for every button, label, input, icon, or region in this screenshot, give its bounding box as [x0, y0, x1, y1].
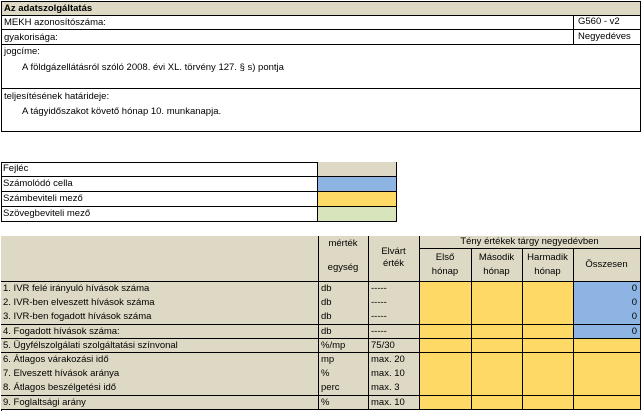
row-unit-cell: %/mp [319, 339, 369, 354]
deadline-label: teljesítésének határideje: [4, 91, 110, 102]
row-name-cell: 9. Foglaltsági arány [1, 396, 319, 411]
legend-row-number [1, 192, 397, 207]
legend-swatch-header [317, 162, 396, 176]
header-harmadik-1: Harmadik [527, 252, 568, 263]
row-expected-cell: max. 20 [369, 353, 420, 368]
header-masodik-1: Második [478, 252, 515, 263]
frequency-label: gyakorisága: [4, 32, 58, 43]
row-total-cell: 0 [574, 282, 641, 297]
row-third-month-input[interactable] [523, 296, 574, 311]
legend-row-text [1, 207, 397, 221]
legend-swatch-text [317, 207, 396, 221]
row-name-cell: 3. IVR-ben fogadott hívások száma [1, 310, 319, 325]
header-osszesen: Összesen [585, 259, 628, 270]
header-elso-cell [420, 249, 472, 282]
header-harmadik-2: hónap [534, 266, 561, 277]
row-expected-cell: ----- [369, 325, 420, 340]
row-name-cell: 8. Átlagos beszélgetési idő [1, 381, 319, 396]
row-first-month-input[interactable] [420, 339, 472, 354]
row-total-cell[interactable] [574, 339, 641, 354]
header-elso-2: hónap [431, 266, 459, 277]
legend-swatch-number [317, 192, 396, 206]
row-total-cell[interactable] [574, 367, 641, 382]
row-total-cell: 0 [574, 296, 641, 311]
legal-basis-text: A földgázellátásról szóló 2008. évi XL. törvény 127. § s) pontja [22, 62, 284, 73]
row-third-month-input[interactable] [523, 325, 574, 340]
section-title: Az adatszolgáltatás [4, 3, 93, 14]
row-second-month-input[interactable] [472, 296, 523, 311]
row-unit-cell: db [319, 296, 369, 311]
row-expected-cell: max. 10 [369, 396, 420, 411]
legend-row-calc [1, 177, 397, 192]
legend-label-number: Számbeviteli mező [3, 193, 83, 204]
row-expected-cell: max. 10 [369, 367, 420, 382]
row-name-cell: 7. Elveszett hívások aránya [1, 367, 319, 382]
header-elso-1: Első [435, 252, 455, 263]
mekh-label: MEKH azonosítószáma: [4, 17, 106, 28]
header-elvart-2: érték [382, 258, 405, 269]
frequency-row [1, 30, 641, 45]
header-mertek-cell [319, 236, 369, 282]
row-second-month-input[interactable] [472, 325, 523, 340]
header-elvart-1: Elvárt [381, 246, 406, 257]
row-second-month-input[interactable] [472, 282, 523, 297]
row-unit-cell: perc [319, 381, 369, 396]
row-name-cell: 6. Átlagos várakozási idő [1, 353, 319, 368]
row-third-month-input[interactable] [523, 310, 574, 325]
deadline-text: A tágyidőszakot követő hónap 10. munkanapja. [22, 106, 222, 117]
row-total-cell: 0 [574, 325, 641, 340]
row-first-month-input[interactable] [420, 367, 472, 382]
section-title-bar [1, 1, 641, 15]
row-third-month-input[interactable] [523, 282, 574, 297]
row-total-cell: 0 [574, 310, 641, 325]
row-third-month-input[interactable] [523, 381, 574, 396]
header-masodik-2: hónap [483, 266, 510, 277]
row-second-month-input[interactable] [472, 353, 523, 368]
row-expected-cell: max. 3 [369, 381, 420, 396]
row-name-cell: 5. Ügyfélszolgálati szolgáltatási színvonal [1, 339, 319, 354]
row-unit-cell: % [319, 367, 369, 382]
row-total-cell[interactable] [574, 381, 641, 396]
legal-basis-label: jogcíme: [4, 46, 40, 57]
legend-label-text: Szövegbeviteli mező [3, 208, 91, 219]
header-elvart-cell [369, 236, 420, 282]
row-expected-cell: ----- [369, 296, 420, 311]
header-masodik-cell [472, 249, 523, 282]
row-total-cell[interactable] [574, 396, 641, 411]
row-first-month-input[interactable] [420, 353, 472, 368]
row-second-month-input[interactable] [472, 310, 523, 325]
legend-row-header [1, 162, 397, 177]
row-unit-cell: mp [319, 353, 369, 368]
row-third-month-input[interactable] [523, 339, 574, 354]
row-expected-cell: ----- [369, 282, 420, 297]
row-first-month-input[interactable] [420, 296, 472, 311]
header-osszesen-cell [574, 249, 641, 282]
row-unit-cell: db [319, 325, 369, 340]
row-third-month-input[interactable] [523, 396, 574, 411]
row-third-month-input[interactable] [523, 353, 574, 368]
row-name-cell: 4. Fogadott hívások száma: [1, 325, 319, 340]
mekh-value: G560 - v2 [578, 16, 620, 27]
row-unit-cell: % [319, 396, 369, 411]
row-unit-cell: db [319, 310, 369, 325]
row-first-month-input[interactable] [420, 381, 472, 396]
header-mertek: mérték [328, 238, 358, 249]
frequency-value: Negyedéves [578, 31, 631, 42]
row-second-month-input[interactable] [472, 367, 523, 382]
row-second-month-input[interactable] [472, 396, 523, 411]
row-name-cell: 2. IVR-ben elveszett hívások száma [1, 296, 319, 311]
legend-label-calc: Számolódó cella [3, 178, 73, 189]
legend-swatch-calc [317, 177, 396, 191]
row-unit-cell: db [319, 282, 369, 297]
header-egyseg: egység [327, 262, 359, 273]
header-harmadik-cell [523, 249, 574, 282]
frequency-value-cell[interactable] [573, 30, 640, 45]
row-first-month-input[interactable] [420, 282, 472, 297]
header-name-cell [1, 236, 319, 282]
row-expected-cell: 75/30 [369, 339, 420, 354]
row-second-month-input[interactable] [472, 381, 523, 396]
row-total-cell[interactable] [574, 353, 641, 368]
row-first-month-input[interactable] [420, 325, 472, 340]
mekh-value-cell[interactable] [573, 15, 640, 30]
row-third-month-input[interactable] [523, 367, 574, 382]
header-teny-cell [420, 236, 641, 249]
legend-label-header: Fejléc [3, 163, 29, 174]
header-teny: Tény értékek tárgy negyedévben [460, 236, 599, 247]
row-expected-cell: ----- [369, 310, 420, 325]
row-first-month-input[interactable] [420, 310, 472, 325]
row-name-cell: 1. IVR felé irányuló hívások száma [1, 282, 319, 297]
row-second-month-input[interactable] [472, 339, 523, 354]
row-first-month-input[interactable] [420, 396, 472, 411]
